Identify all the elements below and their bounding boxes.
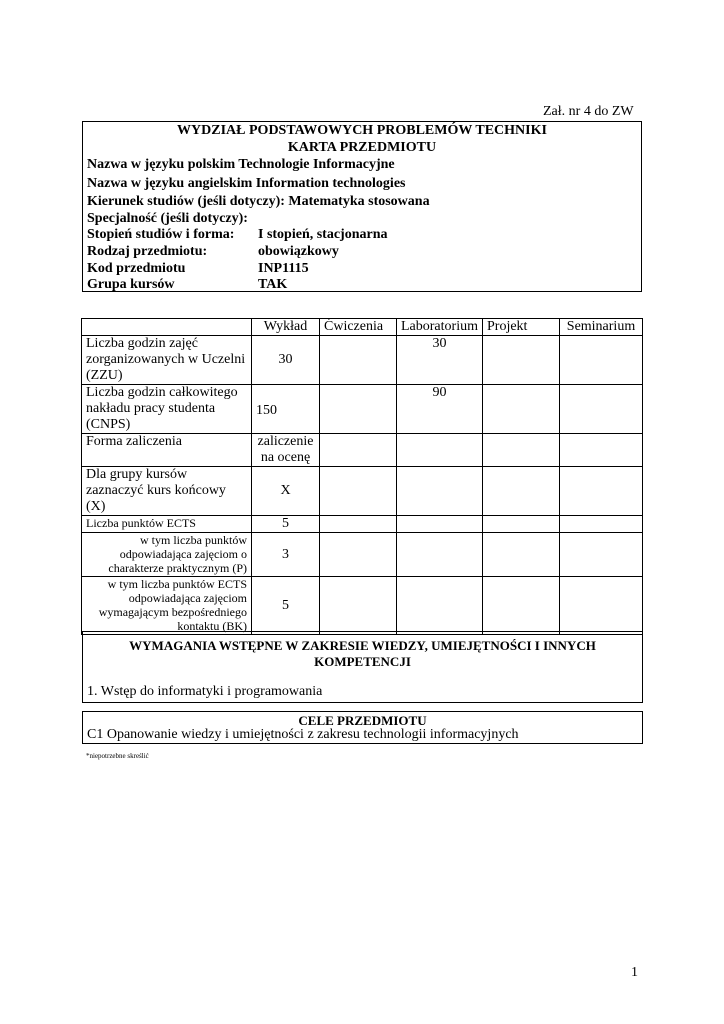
- table-cell: [483, 577, 560, 635]
- row-label: w tym liczba punktów ECTS odpowiadająca zajęciom wymagającym bezpośredniego kontaktu (BK): [82, 577, 252, 635]
- name-polish: Nazwa w języku polskim Technologie Informacyjne: [87, 157, 395, 172]
- goals-section: [82, 711, 643, 744]
- table-row: [82, 577, 643, 635]
- group-value: TAK: [258, 277, 288, 292]
- table-header-row: [82, 319, 643, 336]
- code-value: INP1115: [258, 261, 309, 276]
- row-label: Liczba godzin zajęć zorganizowanych w Uczelni (ZZU): [82, 336, 252, 385]
- table-cell: [483, 467, 560, 516]
- page-number: 1: [631, 965, 638, 980]
- table-cell: [320, 385, 397, 434]
- table-cell: [397, 516, 483, 533]
- type-value: obowiązkowy: [258, 244, 339, 259]
- header-cell: Laboratorium: [397, 319, 483, 336]
- card-title: KARTA PRZEDMIOTU: [287, 140, 437, 155]
- header-cell: Wykład: [252, 319, 320, 336]
- row-label: Liczba godzin całkowitego nakładu pracy studenta (CNPS): [82, 385, 252, 434]
- table-cell: [320, 467, 397, 516]
- goal-item: C1 Opanowanie wiedzy i umiejętności z zakresu technologii informacyjnych: [87, 727, 519, 742]
- table-cell: [397, 434, 483, 467]
- specialty: Specjalność (jeśli dotyczy):: [87, 211, 248, 226]
- attachment-note: Zał. nr 4 do ZW: [543, 104, 634, 119]
- faculty-name: WYDZIAŁ PODSTAWOWYCH PROBLEMÓW TECHNIKI: [177, 123, 547, 138]
- header-cell: Seminarium: [560, 319, 643, 336]
- table-cell: [560, 516, 643, 533]
- header-cell: [82, 319, 252, 336]
- table-cell: [483, 385, 560, 434]
- table-cell: [560, 434, 643, 467]
- table-cell: 90: [397, 385, 483, 434]
- level-label: Stopień studiów i forma:: [87, 227, 235, 242]
- type-label: Rodzaj przedmiotu:: [87, 244, 208, 259]
- table-cell: [397, 467, 483, 516]
- table-cell: 3: [252, 533, 320, 577]
- row-label: Dla grupy kursów zaznaczyć kurs końcowy (X): [82, 467, 252, 516]
- table-cell: [320, 533, 397, 577]
- table-row: [82, 385, 643, 434]
- table-cell: [320, 434, 397, 467]
- header-cell: Projekt: [483, 319, 560, 336]
- table-cell: [320, 336, 397, 385]
- table-cell: [560, 385, 643, 434]
- table-cell: [560, 577, 643, 635]
- table-cell: [320, 516, 397, 533]
- course-card-header: [82, 121, 642, 292]
- table-cell: [483, 434, 560, 467]
- goals-title: CELE PRZEDMIOTU: [298, 713, 427, 728]
- header-cell: Ćwiczenia: [320, 319, 397, 336]
- table-cell: [397, 533, 483, 577]
- group-label: Grupa kursów: [87, 277, 175, 292]
- table-cell: [483, 336, 560, 385]
- prerequisites-title: WYMAGANIA WSTĘPNE W ZAKRESIE WIEDZY, UMIEJĘTNOŚCI I INNYCH KOMPETENCJI: [129, 638, 596, 669]
- name-english: Nazwa w języku angielskim Information technologies: [87, 176, 406, 191]
- row-label: Forma zaliczenia: [82, 434, 252, 467]
- table-row: [82, 516, 643, 533]
- table-cell: 150: [252, 385, 320, 434]
- table-row: [82, 336, 643, 385]
- table-cell: [560, 336, 643, 385]
- table-cell: X: [252, 467, 320, 516]
- level-value: I stopień, stacjonarna: [258, 227, 388, 242]
- table-cell: 5: [252, 577, 320, 635]
- code-label: Kod przedmiotu: [87, 261, 186, 276]
- row-label: Liczba punktów ECTS: [82, 516, 252, 533]
- table-cell: 30: [252, 336, 320, 385]
- table-cell: [397, 577, 483, 635]
- hours-table: [81, 318, 643, 635]
- table-row: [82, 467, 643, 516]
- table-row: [82, 533, 643, 577]
- row-label: w tym liczba punktów odpowiadająca zajęciom o charakterze praktycznym (P): [82, 533, 252, 577]
- table-cell: [560, 467, 643, 516]
- table-cell: 30: [397, 336, 483, 385]
- table-cell: [483, 516, 560, 533]
- table-cell: 5: [252, 516, 320, 533]
- table-row: [82, 434, 643, 467]
- footnote: *niepotrzebne skreślić: [86, 752, 149, 760]
- table-cell: [320, 577, 397, 635]
- prerequisites-section: [82, 631, 643, 703]
- table-cell: zaliczenie na ocenę: [252, 434, 320, 467]
- prerequisite-item: 1. Wstęp do informatyki i programowania: [87, 684, 323, 699]
- table-cell: [483, 533, 560, 577]
- table-cell: [560, 533, 643, 577]
- field-of-study: Kierunek studiów (jeśli dotyczy): Matematyka stosowana: [87, 194, 430, 209]
